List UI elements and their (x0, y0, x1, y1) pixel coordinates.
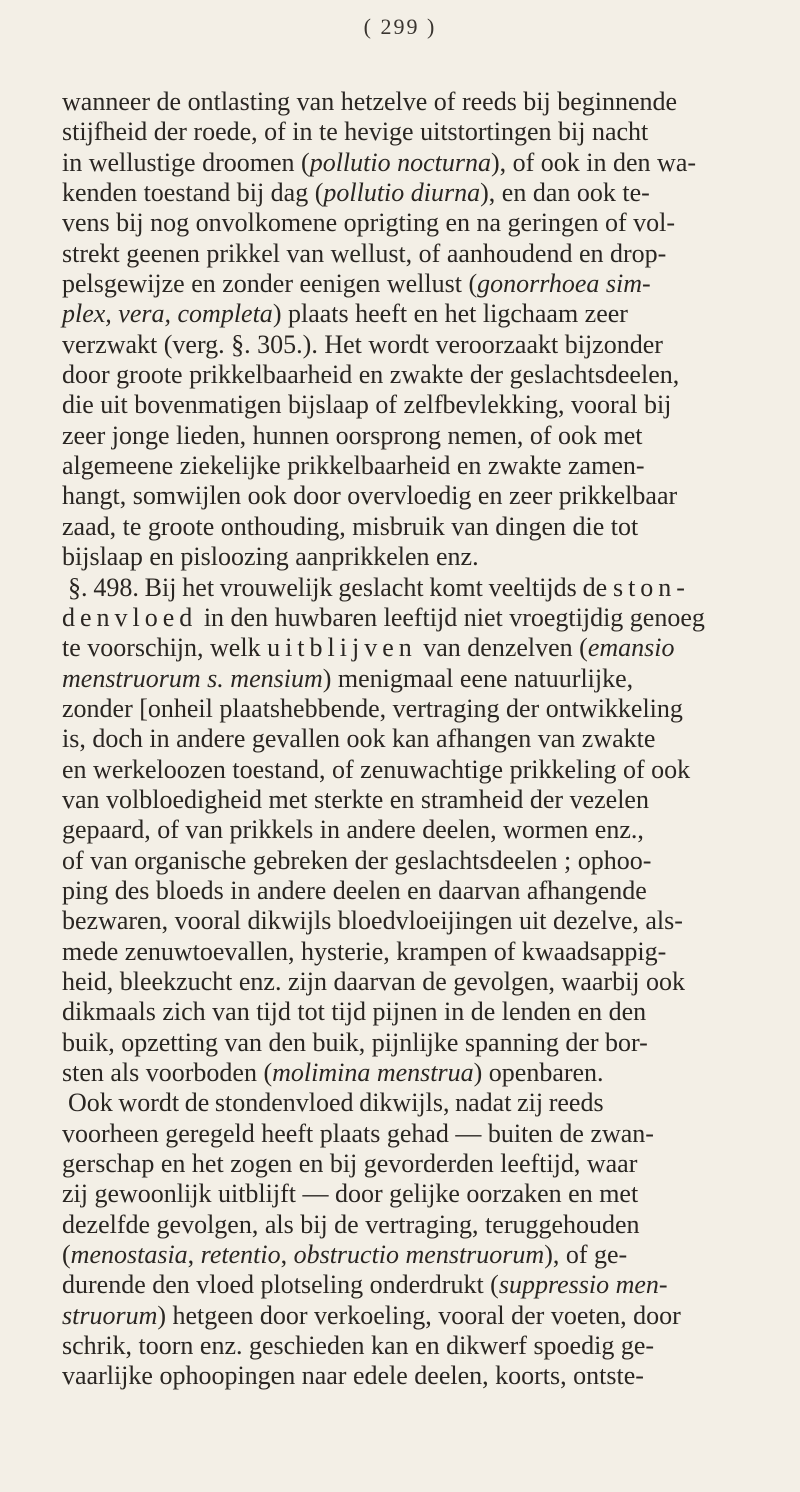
text-segment: struorum (62, 1300, 158, 1330)
text-line (62, 1270, 772, 1300)
text-line (62, 117, 772, 147)
text-segment: in den huwbaren leeftijd niet vroegtijdig genoeg (197, 602, 705, 632)
text-line (62, 299, 772, 329)
text-segment: uitblijven (267, 633, 417, 663)
text-segment: of van organische gebreken der geslachtsdeelen ; ophoo- (62, 845, 652, 875)
text-segment: menostasia (70, 1240, 188, 1270)
text-segment: door groote prikkelbaarheid en zwakte der geslachtsdeelen, (62, 360, 680, 390)
text-line (62, 512, 772, 542)
text-segment: vens bij nog onvolkomene oprigting en na geringen of vol- (62, 208, 676, 238)
text-segment: kenden toestand bij dag ( (62, 178, 324, 208)
text-segment: pollutio diurna (323, 178, 481, 208)
text-line (62, 390, 772, 420)
text-segment: gonorrhoea sim- (477, 269, 651, 299)
text-line (62, 481, 772, 511)
text-segment: denvloed (62, 602, 198, 632)
text-line (62, 1028, 772, 1058)
text-line (62, 876, 772, 906)
text-segment: in wellustige droomen ( (62, 147, 310, 177)
text-segment: emansio (587, 633, 675, 663)
text-line (62, 1058, 772, 1088)
text-segment: dikmaals zich van tijd tot tijd pijnen in de lenden en den (62, 997, 647, 1027)
text-segment: ) plaats heeft en het ligchaam zeer (272, 299, 628, 329)
text-segment: ping des bloeds in andere deelen en daarvan afhangende (62, 875, 647, 905)
text-segment: ( (62, 1240, 71, 1270)
text-segment: , (187, 1240, 201, 1270)
text-segment: heid, bleekzucht enz. zijn daarvan de gevolgen, waarbij ook (62, 966, 686, 996)
text-segment: obstructio menstruorum (293, 1240, 545, 1270)
text-line (62, 148, 772, 178)
text-line (62, 1331, 772, 1361)
text-line (62, 937, 772, 967)
text-segment: wanneer de ontlasting van hetzelve of reeds bij beginnende (62, 87, 678, 116)
text-segment: is, doch in andere gevallen ook kan afhangen van zwakte (62, 724, 656, 754)
text-line (62, 694, 772, 724)
text-segment: ston- (612, 572, 690, 602)
text-segment: van denzelven ( (416, 633, 588, 663)
text-segment: mede zenuwtoevallen, hysterie, krampen of kwaadsappig- (62, 936, 667, 966)
text-segment: van volbloedigheid met sterkte en stramheid der vezelen (62, 784, 649, 814)
text-line (62, 1088, 772, 1118)
text-line (62, 846, 772, 876)
text-segment: ), of ook in den wa- (490, 147, 697, 177)
text-line (62, 239, 772, 269)
text-line (62, 603, 772, 633)
text-segment: te voorschijn, welk (62, 633, 268, 663)
text-segment: schrik, toorn enz. geschieden kan en dikwerf spoedig ge- (62, 1331, 655, 1361)
text-segment: Ook wordt de stondenvloed dikwijls, nadat zij reeds (68, 1088, 604, 1118)
text-line (62, 269, 772, 299)
text-segment: menstruorum s. mensium (62, 663, 323, 693)
text-segment: zij gewoonlijk uitblijft — door gelijke oorzaken en met (62, 1179, 639, 1209)
text-segment: strekt geenen prikkel van wellust, of aanhoudend en drop- (62, 238, 667, 268)
text-line (62, 664, 772, 694)
text-segment: stijfheid der roede, of in te hevige uitstortingen bij nacht (62, 117, 649, 147)
text-line (62, 815, 772, 845)
text-line (62, 1240, 772, 1270)
text-line (62, 1149, 772, 1179)
text-line (62, 785, 772, 815)
text-line (62, 208, 772, 238)
text-segment: zaad, te groote onthouding, misbruik van dingen die tot (62, 511, 639, 541)
text-segment: zeer jonge lieden, hunnen oorsprong nemen, of ook met (62, 420, 643, 450)
text-segment: zonder [onheil plaatshebbende, vertraging der ontwikkeling (62, 693, 683, 723)
text-line (62, 906, 772, 936)
text-line (62, 573, 772, 603)
text-line (62, 87, 772, 117)
text-line (62, 1361, 772, 1391)
text-line (62, 755, 772, 785)
text-line (62, 1179, 772, 1209)
text-segment: vaarlijke ophoopingen naar edele deelen, koorts, ontste- (62, 1361, 644, 1391)
text-line (62, 1210, 772, 1240)
body-text (62, 87, 772, 1392)
text-segment: plex, vera, completa (62, 299, 273, 329)
text-line (62, 178, 772, 208)
text-line (62, 967, 772, 997)
text-line (62, 421, 772, 451)
text-segment: gerschap en het zogen en bij gevorderden leeftijd, waar (62, 1149, 638, 1179)
text-line (62, 997, 772, 1027)
text-segment: pollutio nocturna (309, 147, 491, 177)
text-segment: ), of ge- (544, 1240, 628, 1270)
text-line (62, 1301, 772, 1331)
text-segment: , (280, 1240, 294, 1270)
text-segment: ), en dan ook te- (480, 178, 650, 208)
text-segment: sten als voorboden ( (62, 1058, 273, 1087)
text-segment: verzwakt (verg. §. 305.). Het wordt veroorzaakt bijzonder (62, 329, 663, 359)
page-number: ( 299 ) (363, 14, 437, 39)
text-segment: dezelfde gevolgen, als bij de vertraging, teruggehouden (62, 1209, 640, 1239)
text-line (62, 330, 772, 360)
text-segment: hangt, somwijlen ook door overvloedig en zeer prikkelbaar (62, 481, 678, 511)
text-segment: en werkeloozen toestand, of zenuwachtige prikkeling of ook (62, 754, 691, 784)
text-line (62, 633, 772, 663)
text-line (62, 542, 772, 572)
text-segment: voorheen geregeld heeft plaats gehad — buiten de zwan- (62, 1118, 654, 1148)
text-segment: §. 498. Bij het vrouwelijk geslacht komt veeltijds de (68, 572, 613, 602)
text-segment: die uit bovenmatigen bijslaap of zelfbevlekking, vooral bij (62, 390, 672, 420)
text-line (62, 360, 772, 390)
text-segment: ) openbaren. (473, 1058, 604, 1087)
text-segment: retentio (200, 1240, 281, 1270)
text-line (62, 1119, 772, 1149)
text-segment: bijslaap en pisloozing aanprikkelen enz. (62, 542, 479, 572)
text-segment: durende den vloed plotseling onderdrukt ( (62, 1270, 499, 1300)
text-segment: algemeene ziekelijke prikkelbaarheid en zwakte zamen- (62, 451, 645, 481)
text-segment: molimina menstrua (272, 1058, 474, 1087)
text-line (62, 724, 772, 754)
text-segment: ) menigmaal eene natuurlijke, (322, 663, 634, 693)
text-segment: gepaard, of van prikkels in andere deelen, wormen enz., (62, 815, 644, 845)
text-segment: ) hetgeen door verkoeling, vooral der voeten, door (157, 1300, 681, 1330)
text-segment: buik, opzetting van den buik, pijnlijke spanning der bor- (62, 1027, 648, 1057)
text-segment: pelsgewijze en zonder eenigen wellust ( (62, 269, 478, 299)
text-segment: bezwaren, vooral dikwijls bloedvloeijingen uit dezelve, als- (62, 906, 683, 936)
text-line (62, 451, 772, 481)
text-segment: suppressio men- (498, 1270, 668, 1300)
